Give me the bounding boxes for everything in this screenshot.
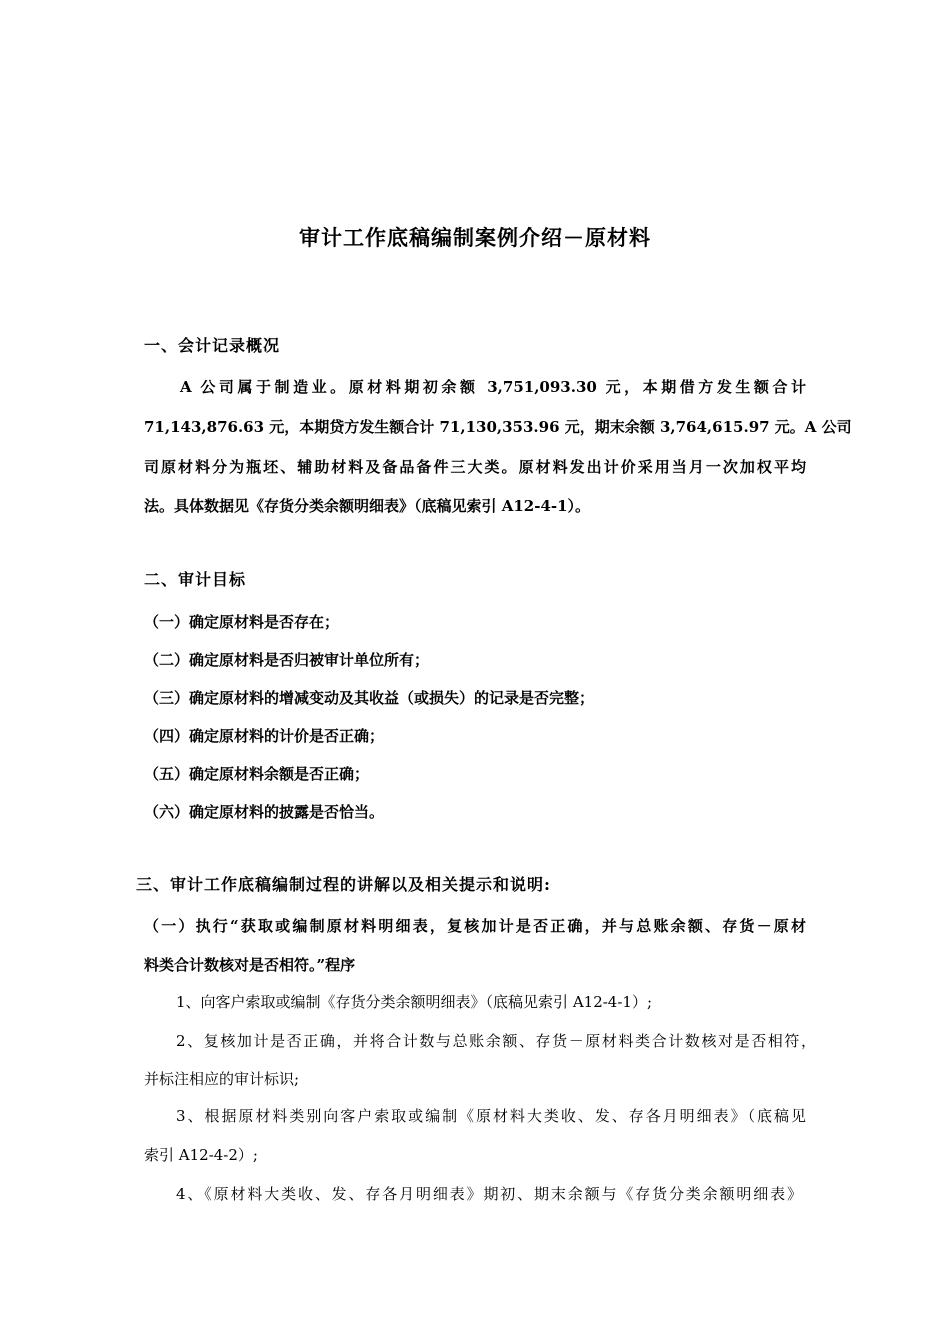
section-3-heading: 三、审计工作底稿编制过程的讲解以及相关提示和说明:: [136, 875, 551, 894]
step-3-line-2: 索引 A12-4-2）;: [144, 1146, 258, 1164]
section-1-line-1: A 公司属于制造业。原材料期初余额 3,751,093.30 元，本期借方发生额合计: [180, 378, 806, 396]
objective-item-3: （三）确定原材料的增减变动及其收益（或损失）的记录是否完整；: [144, 689, 595, 707]
subsection-1-line-2: 料类合计数核对是否相符。”程序: [144, 956, 356, 974]
subsection-1-line-1: （一）执行“获取或编制原材料明细表，复核加计是否正确，并与总账余额、存货－原材: [144, 917, 806, 935]
document-title: 审计工作底稿编制案例介绍－原材料: [299, 225, 651, 250]
step-4-line-1: 4、《原材料大类收、发、存各月明细表》期初、期末余额与《存货分类余额明细表》: [176, 1185, 802, 1203]
objective-item-4: （四）确定原材料的计价是否正确；: [144, 727, 385, 745]
objective-item-1: （一）确定原材料是否存在；: [144, 613, 340, 631]
step-3-line-1: 3、根据原材料类别向客户索取或编制《原材料大类收、发、存各月明细表》（底稿见: [176, 1107, 806, 1125]
section-1-line-4: 法。具体数据见《存货分类余额明细表》（底稿见索引 A12-4-1）。: [144, 497, 591, 515]
section-1-line-2: 71,143,876.63 元，本期贷方发生额合计 71,130,353.96 元，期末余额 3,764,615.97 元。A 公司: [144, 418, 852, 436]
step-1: 1、向客户索取或编制《存货分类余额明细表》（底稿见索引 A12-4-1）;: [176, 993, 653, 1011]
objective-item-2: （二）确定原材料是否归被审计单位所有；: [144, 651, 430, 669]
objective-item-6: （六）确定原材料的披露是否恰当。: [144, 803, 385, 821]
objective-item-5: （五）确定原材料余额是否正确；: [144, 765, 370, 783]
section-1-line-3: 司原材料分为瓶坯、辅助材料及备品备件三大类。原材料发出计价采用当月一次加权平均: [144, 458, 806, 476]
step-2-line-1: 2、复核加计是否正确，并将合计数与总账余额、存货－原材料类合计数核对是否相符，: [176, 1032, 816, 1050]
section-1-heading: 一、会计记录概况: [144, 336, 281, 355]
section-2-heading: 二、审计目标: [144, 570, 247, 589]
step-2-line-2: 并标注相应的审计标识;: [144, 1070, 300, 1088]
